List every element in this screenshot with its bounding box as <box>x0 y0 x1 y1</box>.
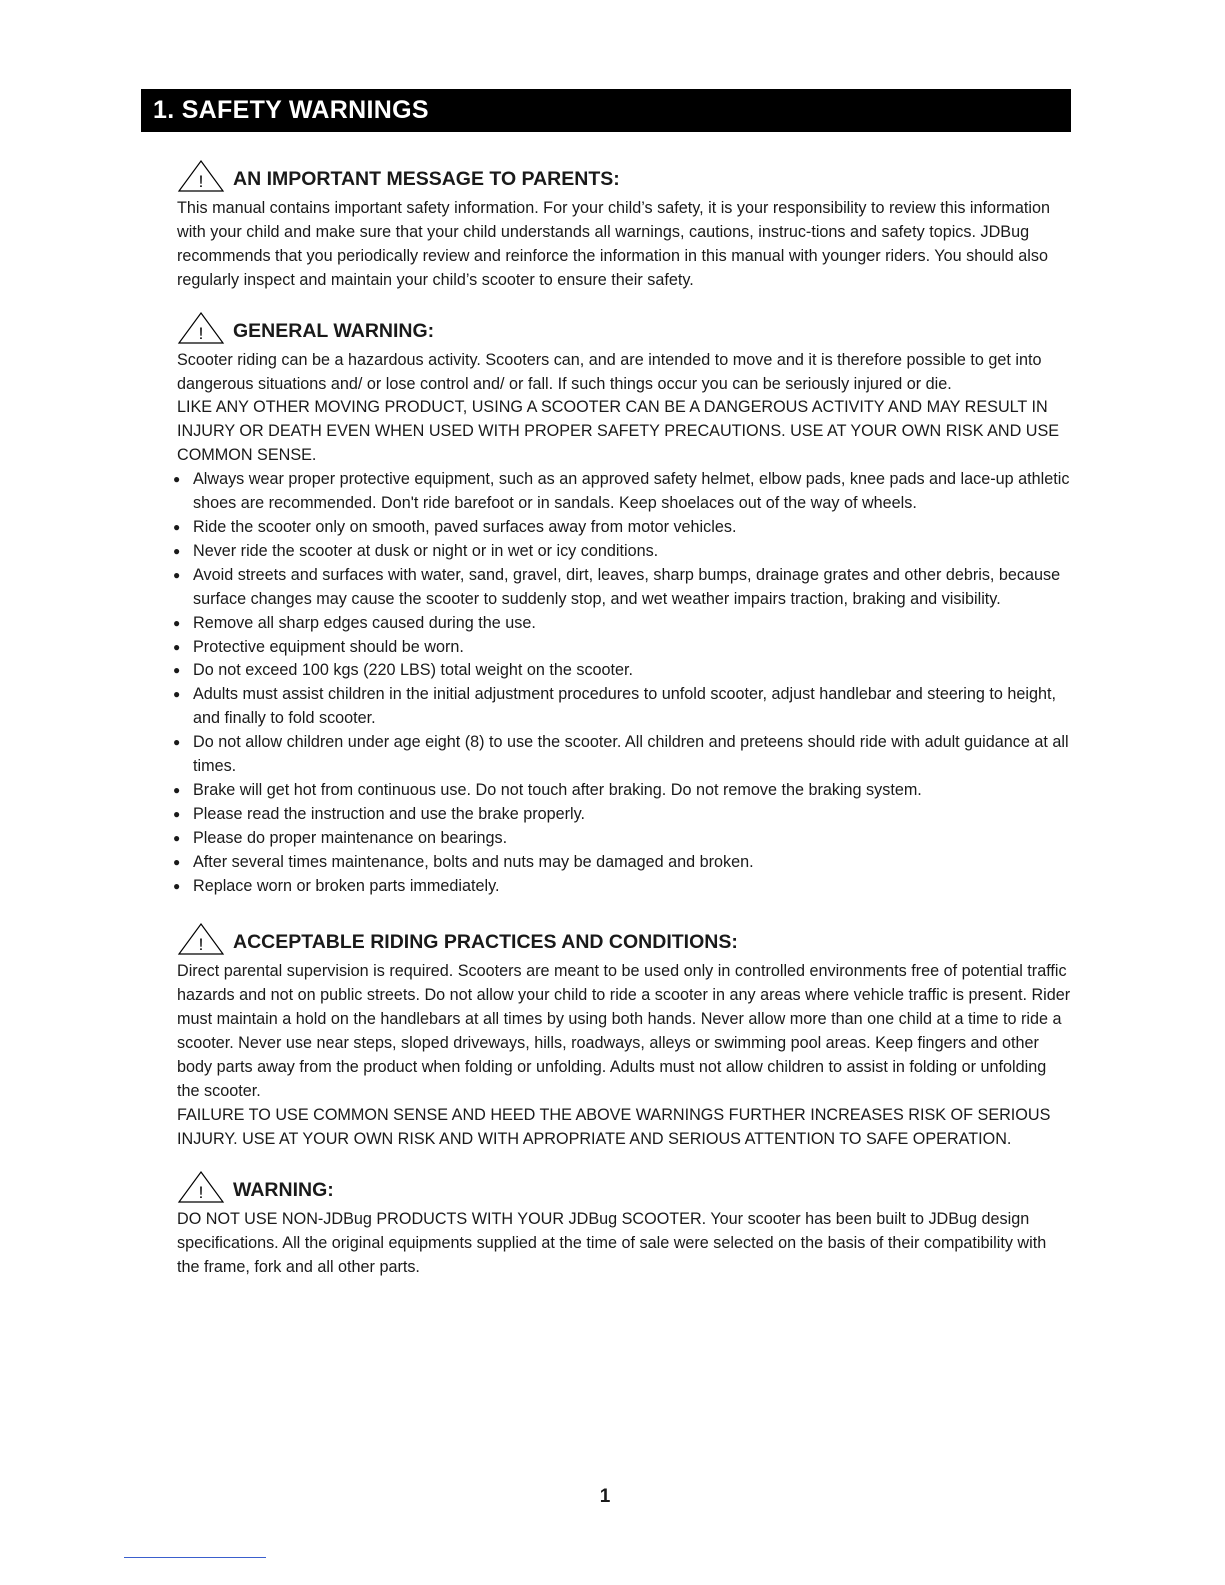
list-item: ● Ride the scooter only on smooth, paved surfaces away from motor vehicles. <box>173 516 1072 540</box>
svg-text:!: ! <box>198 323 204 343</box>
section-heading-text: GENERAL WARNING: <box>233 319 435 342</box>
bullet-list <box>173 468 1072 898</box>
page-content <box>177 157 1072 1279</box>
svg-text:!: ! <box>198 1182 204 1202</box>
paragraph: Scooter riding can be a hazardous activity. Scooters can, and are intended to move and it is therefore possible to get into dangerous situations and/ or lose control and/ or fall. If such things occur you can be seriously injured or die. <box>177 350 1042 393</box>
page-number: 1 <box>599 1486 611 1507</box>
list-item: ● Please read the instruction and use the brake properly. <box>173 803 1072 827</box>
list-item: ● Never ride the scooter at dusk or night or in wet or icy conditions. <box>173 540 1072 564</box>
list-item: ● Protective equipment should be worn. <box>173 636 1072 660</box>
paragraph: This manual contains important safety information. For your child’s safety, it is your responsibility to review this information with your child and make sure that your child understands all warnings, cautions, instruc-tions and safety topics. JDBug recommends that you periodically review and reinforce the information in this manual with younger riders. You should also regularly inspect and maintain your child’s scooter to ensure their safety. <box>177 199 1050 289</box>
paragraph: Direct parental supervision is required. Scooters are meant to be used only in controlled environments free of potential traffic hazards and not on public streets. Do not allow your child to ride a scooter in any areas where vehicle traffic is present. Rider must maintain a hold on the handlebars at all times by using both hands. Never allow more than one child at a time to ride a scooter. Never use near steps, sloped driveways, hills, roadways, alleys or swimming pool areas. Keep fingers and other body parts away from the product when folding or unfolding. Adults must not allow children to assist in folding or unfolding the scooter. <box>177 962 1071 1100</box>
section-heading <box>177 309 1072 345</box>
warning-triangle-icon <box>177 1170 225 1204</box>
section-general-warning <box>177 309 1072 899</box>
warning-triangle-icon <box>177 311 225 345</box>
list-item: ● Avoid streets and surfaces with water, sand, gravel, dirt, leaves, sharp bumps, drainage grates and other debris, because surface changes may cause the scooter to suddenly stop, and wet weather impairs traction, braking and visibility. <box>173 564 1072 612</box>
section-heading <box>177 1168 1072 1204</box>
list-item: ● Replace worn or broken parts immediately. <box>173 875 1072 899</box>
warning-triangle-icon <box>177 159 225 193</box>
divider <box>124 1557 266 1558</box>
list-item: ● Adults must assist children in the initial adjustment procedures to unfold scooter, adjust handlebar and steering to height, and finally to fold scooter. <box>173 683 1072 731</box>
list-item: ● Brake will get hot from continuous use. Do not touch after braking. Do not remove the braking system. <box>173 779 1072 803</box>
list-item: ● Do not exceed 100 kgs (220 LBS) total weight on the scooter. <box>173 659 1072 683</box>
section-heading-text: WARNING: <box>233 1178 334 1201</box>
page-title: 1. SAFETY WARNINGS <box>141 89 1071 132</box>
paragraph: DO NOT USE NON-JDBug PRODUCTS WITH YOUR JDBug SCOOTER. Your scooter has been built to JDBug design specifications. All the original equipments supplied at the time of sale were selected on the basis of their compatibility with the frame, fork and all other parts. <box>177 1209 1047 1276</box>
list-item: ● Always wear proper protective equipment, such as an approved safety helmet, elbow pads, knee pads and lace-up athletic shoes are recommended. Don't ride barefoot or in sandals. Keep shoelaces out of the way of wheels. <box>173 468 1072 516</box>
svg-text:!: ! <box>198 935 204 955</box>
section-heading-text: AN IMPORTANT MESSAGE TO PARENTS: <box>233 168 620 190</box>
paragraph-caps: LIKE ANY OTHER MOVING PRODUCT, USING A SCOOTER CAN BE A DANGEROUS ACTIVITY AND MAY RESULT IN INJURY OR DEATH EVEN WHEN USED WITH PROPER SAFETY PRECAUTIONS. USE AT YOUR OWN RISK AND USE COMMON SENSE. <box>177 398 1060 465</box>
list-item: ● After several times maintenance, bolts and nuts may be damaged and broken. <box>173 851 1072 875</box>
section-acceptable-practices <box>177 920 1072 1151</box>
warning-triangle-icon <box>177 922 225 956</box>
section-heading <box>177 920 1072 956</box>
list-item: ● Please do proper maintenance on bearings. <box>173 827 1072 851</box>
paragraph-caps: FAILURE TO USE COMMON SENSE AND HEED THE ABOVE WARNINGS FURTHER INCREASES RISK OF SERIOUS INJURY. USE AT YOUR OWN RISK AND WITH APROPRIATE AND SERIOUS ATTENTION TO SAFE OPERATION. <box>177 1105 1051 1148</box>
section-warning <box>177 1168 1072 1280</box>
list-item: ● Do not allow children under age eight (8) to use the scooter. All children and preteens should ride with adult guidance at all times. <box>173 731 1072 779</box>
section-heading <box>177 157 1072 193</box>
section-heading-text: ACCEPTABLE RIDING PRACTICES AND CONDITIONS: <box>233 931 738 954</box>
section-parents-message <box>177 157 1072 293</box>
svg-text:!: ! <box>198 172 204 191</box>
list-item: ● Remove all sharp edges caused during the use. <box>173 612 1072 636</box>
